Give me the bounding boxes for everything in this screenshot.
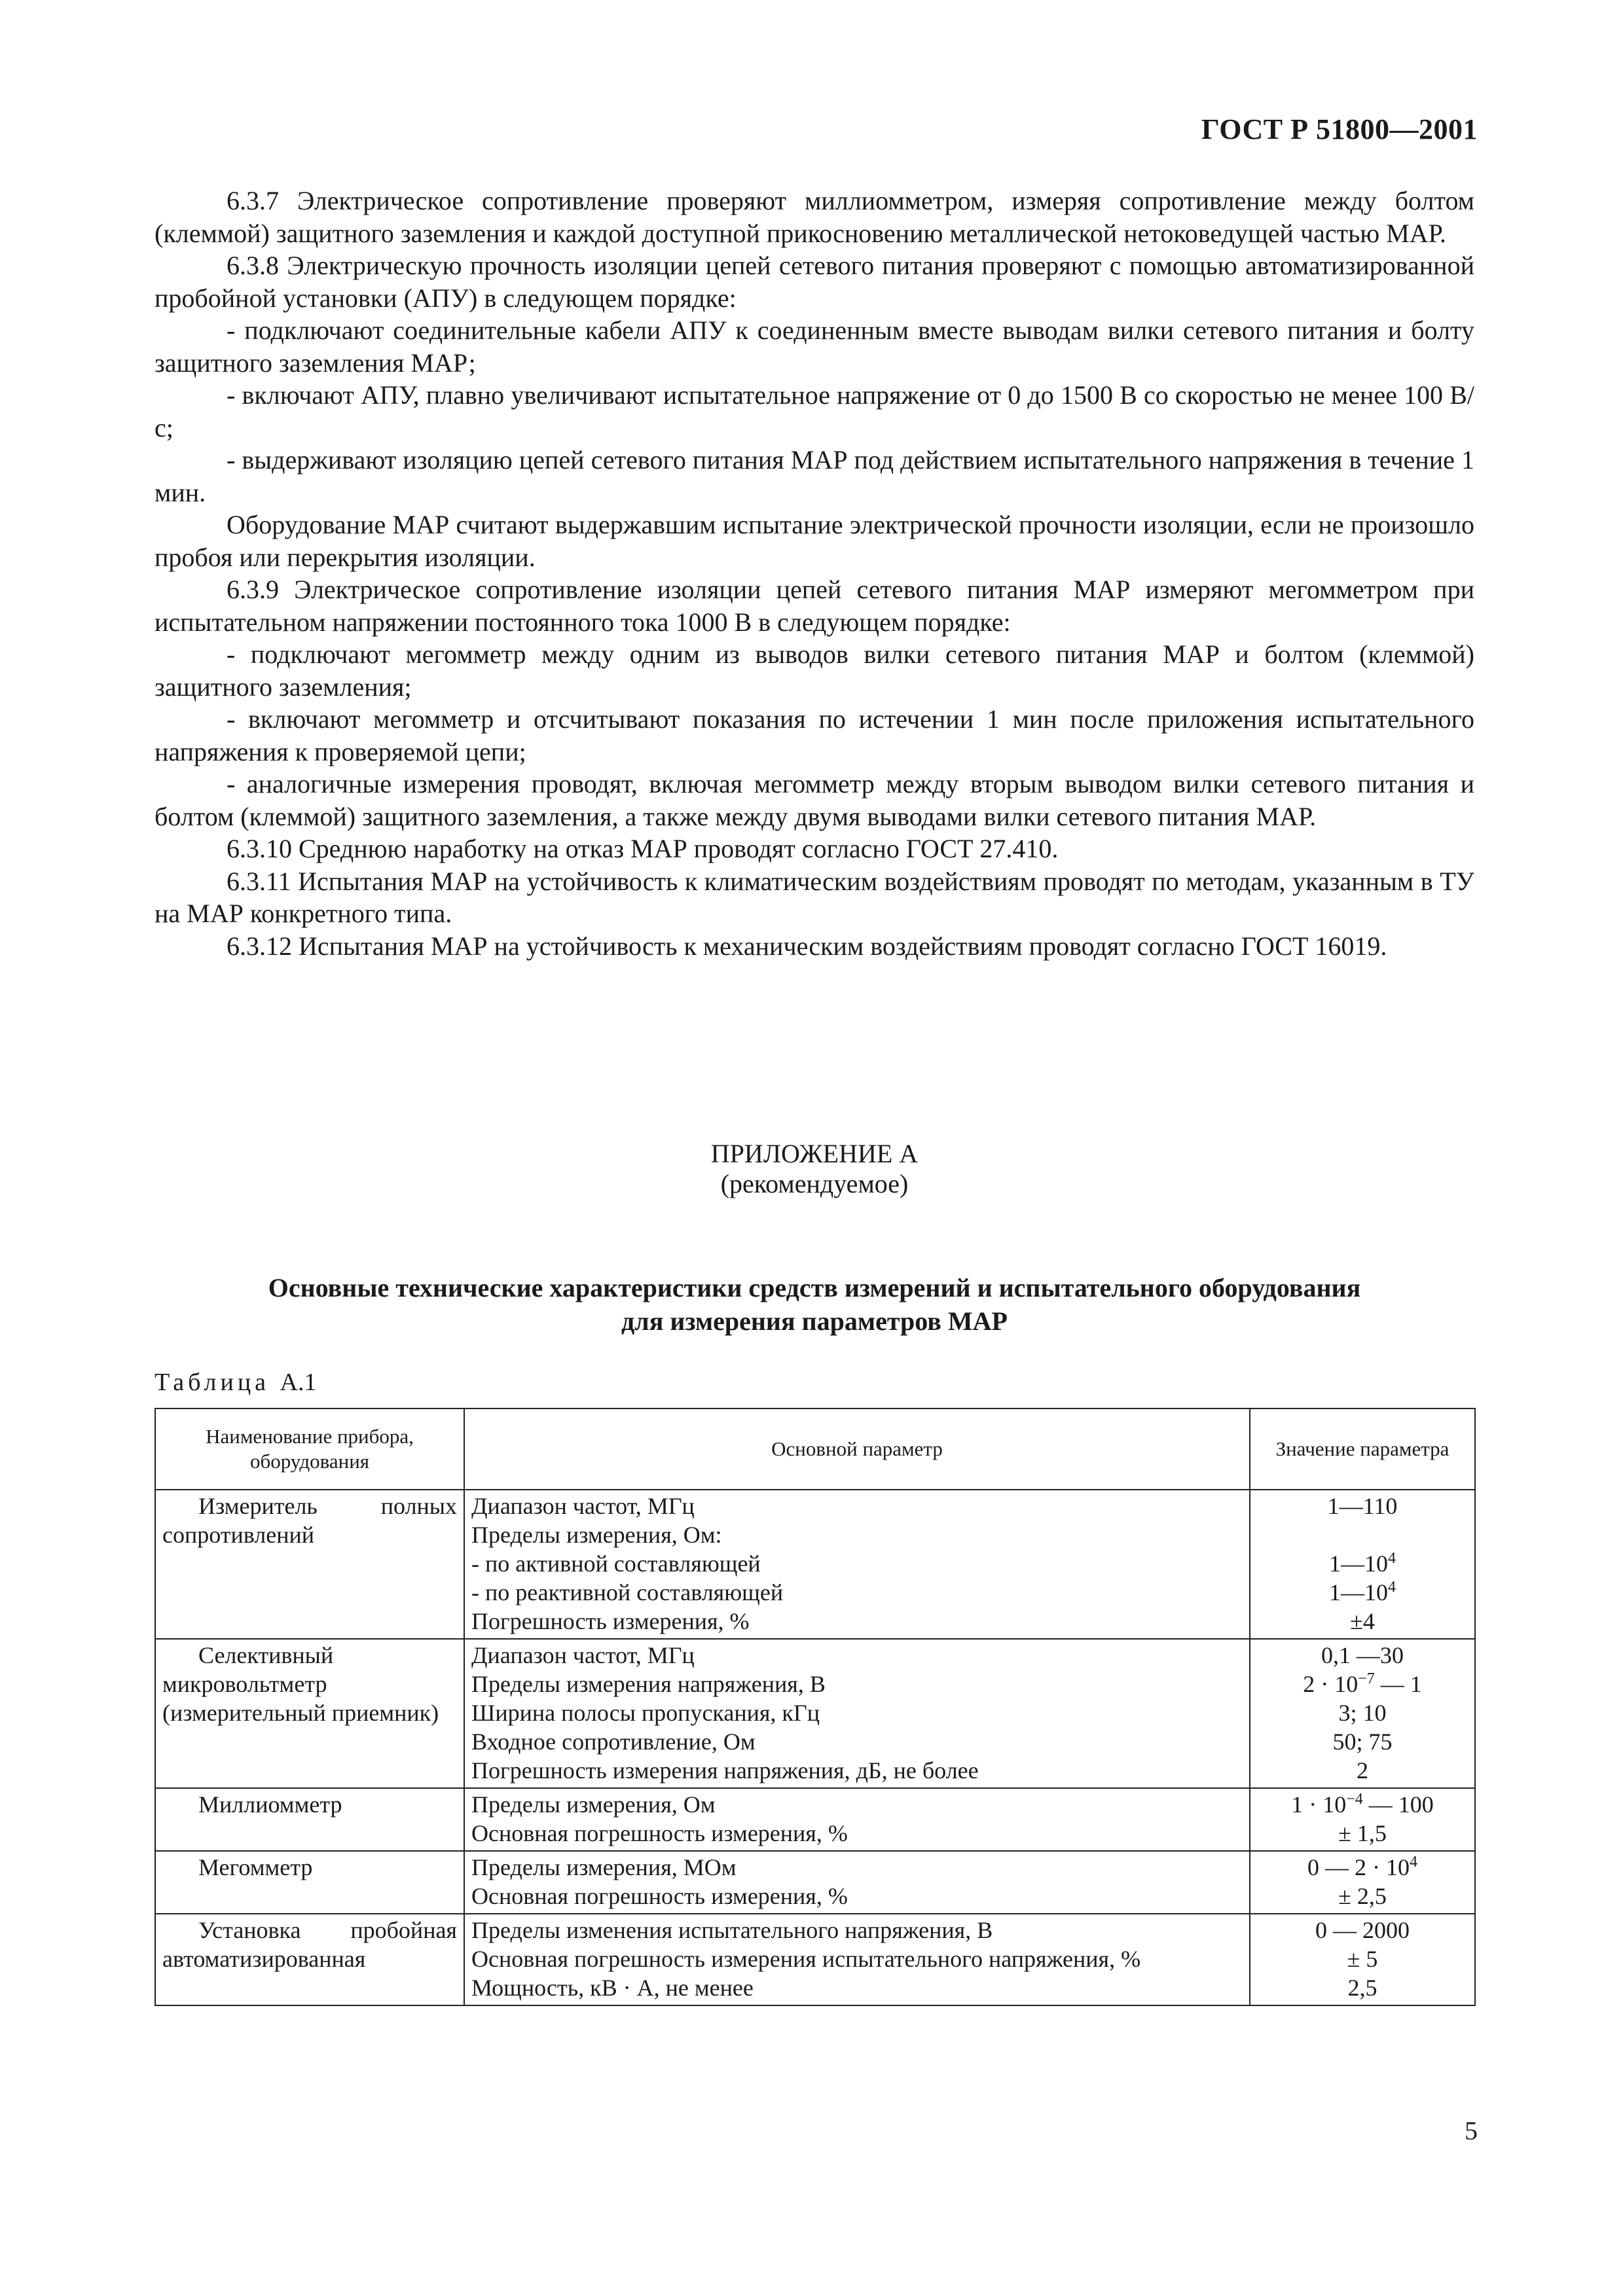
value-line: 2,5 — [1347, 1975, 1377, 2001]
spec-table — [155, 1408, 1476, 2006]
device-name-cell — [155, 1851, 464, 1914]
list-item: - включают АПУ, плавно увеличивают испытательное напряжение от 0 до 1500 В со скоростью не менее 100 В/с; — [155, 380, 1474, 442]
table-header-row — [155, 1408, 1475, 1490]
value-line: 0 — 2000 — [1315, 1917, 1410, 1943]
table-row — [155, 1851, 1475, 1914]
value-line — [1257, 1670, 1468, 1698]
parameter-line: Ширина полосы пропускания, кГц — [471, 1700, 820, 1726]
parameter-line: Основная погрешность измерения испытательного напряжения, % — [471, 1946, 1141, 1972]
header-value: Значение параметра — [1250, 1408, 1475, 1490]
value-exponent: −7 — [1358, 1670, 1375, 1687]
value-line — [1257, 1520, 1468, 1549]
device-name-cell — [155, 1914, 464, 2005]
device-name-cell — [155, 1639, 464, 1788]
value-line — [1257, 1578, 1468, 1607]
parameter-cell — [464, 1490, 1250, 1639]
value-line — [1257, 1853, 1468, 1882]
parameter-line: Пределы измерения, Ом: — [471, 1522, 722, 1548]
value-base: 0 — 2 · 10 — [1307, 1854, 1410, 1880]
parameter-line: Диапазон частот, МГц — [471, 1642, 695, 1668]
paragraph-6-3-7: 6.3.7 Электрическое сопротивление проверяют миллиомметром, измеряя сопротивление между болтом (клеммой) защитного заземления и каждой доступной прикосновению металлической нетоковедущей частью МАР. — [155, 186, 1474, 248]
value-line: 3; 10 — [1338, 1700, 1387, 1726]
value-cell — [1250, 1914, 1475, 2005]
appendix-title — [155, 1271, 1474, 1338]
list-item: - аналогичные измерения проводят, включая мегомметр между вторым выводом вилки сетевого питания и болтом (клеммой) защитного заземления, а также между двумя выводами вилки сетевого питания МАР. — [155, 769, 1474, 831]
paragraph-6-3-8: 6.3.8 Электрическую прочность изоляции цепей сетевого питания проверяют с помощью автоматизированной пробойной установки (АПУ) в следующем порядке: — [155, 251, 1474, 313]
value-line: ± 1,5 — [1338, 1820, 1387, 1846]
value-line: 2 — [1357, 1757, 1368, 1784]
value-exponent: 4 — [1388, 1550, 1396, 1567]
appendix-heading — [155, 1139, 1474, 1199]
list-item: - выдерживают изоляцию цепей сетевого питания МАР под действием испытательного напряжения в течение 1 мин. — [155, 445, 1474, 507]
value-line: ± 2,5 — [1338, 1883, 1387, 1909]
appendix-status: (рекомендуемое) — [720, 1169, 909, 1198]
parameter-line: Погрешность измерения, % — [471, 1608, 750, 1634]
device-name: Мегомметр — [198, 1854, 313, 1880]
paragraph-6-3-12: 6.3.12 Испытания МАР на устойчивость к механическим воздействиям проводят согласно ГОСТ 16019. — [227, 931, 1387, 961]
value-base: 2 · 10 — [1303, 1671, 1359, 1697]
parameter-cell — [464, 1851, 1250, 1914]
table-caption-prefix: Таблица — [155, 1369, 270, 1396]
parameter-cell — [464, 1914, 1250, 2005]
parameter-line: Пределы изменения испытательного напряжения, В — [471, 1917, 993, 1943]
parameter-line: Погрешность измерения напряжения, дБ, не более — [471, 1757, 979, 1784]
paragraph-6-3-11: 6.3.11 Испытания МАР на устойчивость к климатическим воздействиям проводят по методам, указанным в ТУ на МАР конкретного типа. — [155, 866, 1474, 928]
value-line: 50; 75 — [1332, 1729, 1393, 1755]
value-base: 1—10 — [1329, 1551, 1388, 1577]
header-name: Наименование прибора, оборудования — [155, 1408, 464, 1490]
device-name-cell — [155, 1490, 464, 1639]
parameter-line: Основная погрешность измерения, % — [471, 1883, 848, 1909]
parameter-line: Пределы измерения, МОм — [471, 1854, 737, 1880]
device-name: Измеритель полных сопротивлений — [162, 1493, 457, 1548]
value-line — [1257, 1790, 1468, 1819]
parameter-line: Мощность, кВ · А, не менее — [471, 1975, 754, 2001]
list-item: - подключают соединительные кабели АПУ к соединенным вместе выводам вилки сетевого питания и болту защитного заземления МАР; — [155, 315, 1474, 378]
value-line — [1257, 1549, 1468, 1578]
table-row — [155, 1914, 1475, 2005]
page-number: 5 — [1465, 2116, 1478, 2145]
value-base: 1 · 10 — [1291, 1791, 1347, 1818]
parameter-cell — [464, 1788, 1250, 1851]
parameter-line: Диапазон частот, МГц — [471, 1493, 695, 1519]
table-caption — [155, 1368, 316, 1397]
device-name-cell — [155, 1788, 464, 1851]
list-item: - подключают мегомметр между одним из выводов вилки сетевого питания МАР и болтом (клеммой) защитного заземления; — [155, 639, 1474, 702]
list-item: - включают мегомметр и отсчитывают показания по истечении 1 мин после приложения испытательного напряжения к проверяемой цепи; — [155, 704, 1474, 766]
table-caption-number: А.1 — [280, 1369, 317, 1396]
value-exponent: 4 — [1410, 1854, 1417, 1871]
device-name: Селективный микровольтметр (измерительный приемник) — [162, 1642, 439, 1726]
value-cell — [1250, 1788, 1475, 1851]
table-row — [155, 1490, 1475, 1639]
value-cell — [1250, 1639, 1475, 1788]
value-tail: — 100 — [1362, 1791, 1434, 1818]
appendix-title-line-2: для измерения параметров МАР — [621, 1306, 1008, 1336]
parameter-line: Пределы измерения, Ом — [471, 1791, 716, 1818]
value-line: 1—110 — [1327, 1493, 1398, 1519]
body-text — [155, 185, 1474, 962]
device-name: Установка пробойная автоматизированная — [162, 1917, 457, 1972]
header-param: Основной параметр — [464, 1408, 1250, 1490]
parameter-line: Пределы измерения напряжения, В — [471, 1671, 826, 1697]
paragraph-equipment-passed: Оборудование МАР считают выдержавшим испытание электрической прочности изоляции, если не произошло пробоя или перекрытия изоляции. — [155, 510, 1474, 572]
table-row — [155, 1639, 1475, 1788]
value-cell — [1250, 1851, 1475, 1914]
value-line: ±4 — [1350, 1608, 1375, 1634]
appendix-title-line-1: Основные технические характеристики средств измерений и испытательного оборудования — [268, 1273, 1361, 1302]
table-row — [155, 1788, 1475, 1851]
device-name: Миллиомметр — [198, 1791, 342, 1818]
parameter-line: - по реактивной составляющей — [471, 1579, 784, 1605]
value-tail: — 1 — [1374, 1671, 1422, 1697]
value-line: ± 5 — [1347, 1946, 1378, 1972]
paragraph-6-3-9: 6.3.9 Электрическое сопротивление изоляции цепей сетевого питания МАР измеряют мегомметром при испытательном напряжении постоянного тока 1000 В в следующем порядке: — [155, 575, 1474, 637]
paragraph-6-3-10: 6.3.10 Среднюю наработку на отказ МАР проводят согласно ГОСТ 27.410. — [227, 834, 1059, 863]
document-header-standard-id: ГОСТ Р 51800—2001 — [1201, 113, 1478, 145]
parameter-line: - по активной составляющей — [471, 1551, 761, 1577]
appendix-label: ПРИЛОЖЕНИЕ А — [710, 1139, 919, 1168]
parameter-line: Входное сопротивление, Ом — [471, 1729, 756, 1755]
parameter-line: Основная погрешность измерения, % — [471, 1820, 848, 1846]
value-exponent: 4 — [1388, 1579, 1396, 1596]
table-body — [155, 1490, 1475, 2005]
value-cell — [1250, 1490, 1475, 1639]
value-exponent: −4 — [1346, 1791, 1363, 1808]
parameter-cell — [464, 1639, 1250, 1788]
value-base: 1—10 — [1329, 1579, 1388, 1605]
value-line: 0,1 —30 — [1321, 1642, 1404, 1668]
